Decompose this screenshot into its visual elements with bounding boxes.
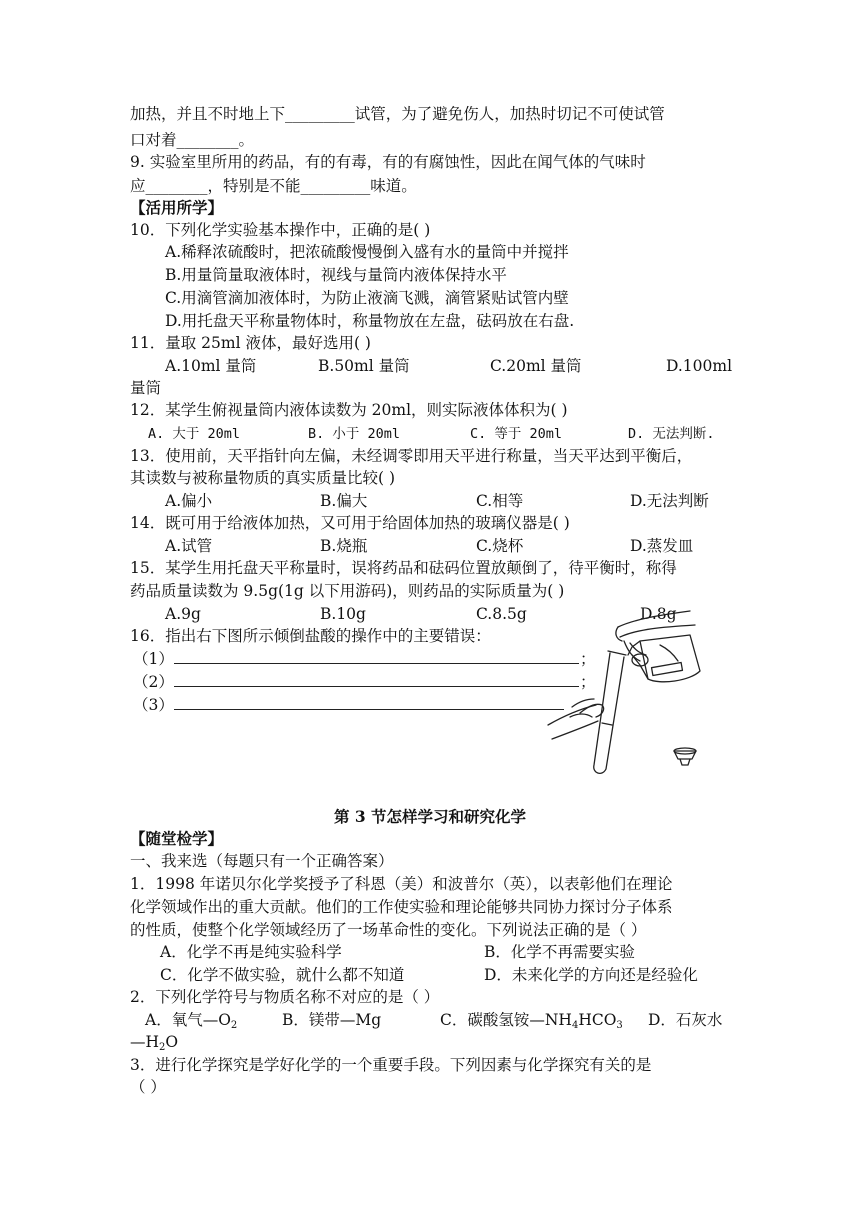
part-heading: 一、我来选（每题只有一个正确答案） xyxy=(130,852,394,870)
option-b: B. 小于 20ml xyxy=(308,426,401,442)
answer-label-3: （3） xyxy=(133,696,174,714)
option-b: B.烧瓶 xyxy=(320,537,368,555)
answer-line-2[interactable] xyxy=(174,686,579,687)
answer-label-1: （1） xyxy=(133,650,174,668)
text-line: 应________，特别是不能_________味道。 xyxy=(130,177,417,195)
option-a: A.9g xyxy=(165,605,201,623)
semicolon: ； xyxy=(580,673,596,691)
text-line: 药品质量读数为 9.5g(1g 以下用游码)，则药品的实际质量为( ) xyxy=(130,582,565,600)
option-b: B.偏大 xyxy=(320,492,368,510)
answer-line-1[interactable] xyxy=(174,663,579,664)
option-d: D.8g xyxy=(640,605,677,623)
question-10: 10．下列化学实验基本操作中，正确的是( ) xyxy=(130,221,431,239)
option-d: D.用托盘天平称量物体时，称量物放在左盘，砝码放在右盘. xyxy=(165,312,575,330)
option-a: A.试管 xyxy=(165,537,213,555)
question-1: 1．1998 年诺贝尔化学奖授予了科恩（美）和波普尔（英），以表彰他们在理论 xyxy=(130,875,673,893)
question-16: 16．指出右下图所示倾倒盐酸的操作中的主要错误： xyxy=(130,627,491,645)
section-heading-apply: 【活用所学】 xyxy=(130,198,224,217)
question-15: 15．某学生用托盘天平称量时，误将药品和砝码位置放颠倒了，待平衡时，称得 xyxy=(130,559,677,577)
question-9: 9. 实验室里所用的药品，有的有毒，有的有腐蚀性，因此在闻气体的气味时 xyxy=(130,153,646,171)
option-a: A．化学不再是纯实验科学 xyxy=(160,943,342,961)
option-b: B.10g xyxy=(320,605,366,623)
question-12: 12．某学生俯视量筒内液体读数为 20ml，则实际液体体积为( ) xyxy=(130,401,568,419)
option-d: D. 无法判断. xyxy=(628,426,715,442)
option-d: D．未来化学的方向还是经验化 xyxy=(484,966,698,984)
option-d: D.蒸发皿 xyxy=(630,537,694,555)
option-c: C. 等于 20ml xyxy=(470,426,563,442)
option-a: A.10ml 量筒 xyxy=(165,357,257,375)
option-b: B．镁带—Mg xyxy=(282,1011,382,1029)
question-3: 3．进行化学探究是学好化学的一个重要手段。下列因素与化学探究有关的是 xyxy=(130,1056,652,1074)
text-line: 化学领域作出的重大贡献。他们的工作使实验和理论能够共同协力探讨分子体系 xyxy=(130,898,673,916)
option-d: D.100ml xyxy=(666,357,733,375)
pouring-illustration xyxy=(540,605,710,780)
option-a: A．氧气$—O_2$ xyxy=(145,1011,238,1031)
text-line: 其读数与被称量物质的真实质量比较( ) xyxy=(130,469,396,487)
option-c: C.烧杯 xyxy=(476,537,524,555)
answer-label-2: （2） xyxy=(133,673,174,691)
question-14: 14．既可用于给液体加热，又可用于给固体加热的玻璃仪器是( ) xyxy=(130,514,570,532)
option-c: C．碳酸氢铵$—NH_4HCO_3$ xyxy=(440,1011,623,1031)
option-a: A.稀释浓硫酸时，把浓硫酸慢慢倒入盛有水的量筒中并搅拌 xyxy=(165,243,569,261)
text-line: （ ） xyxy=(130,1078,166,1096)
question-2: 2．下列化学符号与物质名称不对应的是（ ） xyxy=(130,988,440,1006)
option-a: A.偏小 xyxy=(165,492,213,510)
section-heading-check: 【随堂检学】 xyxy=(130,829,224,848)
text-line: 加热，并且不时地上下_________试管，为了避免伤人，加热时切记不可使试管 xyxy=(130,105,665,123)
option-d: D.无法判断 xyxy=(630,492,709,510)
text-line: 的性质，使整个化学领域经历了一场革命性的变化。下列说法正确的是（ ） xyxy=(130,921,647,939)
question-13: 13．使用前，天平指针向左偏，未经调零即用天平进行称量，当天平达到平衡后， xyxy=(130,447,693,465)
option-a: A. 大于 20ml xyxy=(148,426,241,442)
option-c: C.相等 xyxy=(476,492,524,510)
semicolon: ； xyxy=(580,650,596,668)
option-c: C．化学不做实验，就什么都不知道 xyxy=(160,966,405,984)
option-b: B.用量筒量取液体时，视线与量筒内液体保持水平 xyxy=(165,266,507,284)
text-line: $—H_2O$ xyxy=(130,1033,179,1053)
text-line: 量筒 xyxy=(130,379,162,397)
option-c: C.用滴管滴加液体时，为防止液滴飞溅，滴管紧贴试管内壁 xyxy=(165,289,569,307)
option-b: B.50ml 量筒 xyxy=(318,357,410,375)
section-title: 第 3 节怎样学习和研究化学 xyxy=(333,807,527,826)
answer-line-3[interactable] xyxy=(174,709,564,710)
text-line: 口对着________。 xyxy=(130,131,255,149)
option-c: C.8.5g xyxy=(476,605,527,623)
option-d: D．石灰水 xyxy=(648,1011,723,1029)
option-c: C.20ml 量筒 xyxy=(490,357,582,375)
question-11: 11．量取 25ml 液体，最好选用( ) xyxy=(130,334,371,352)
option-b: B．化学不再需要实验 xyxy=(484,943,635,961)
